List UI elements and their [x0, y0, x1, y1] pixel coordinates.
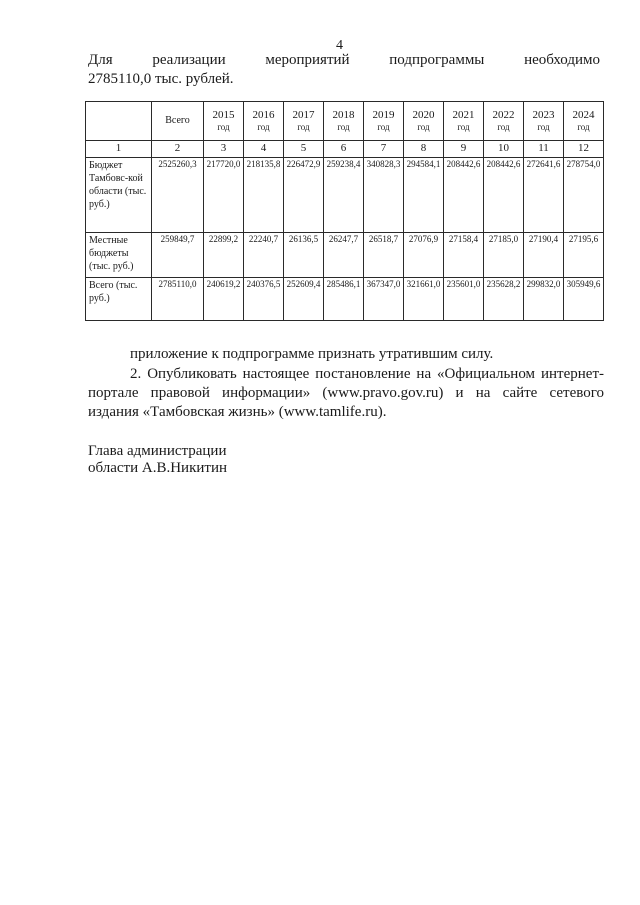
header-total: Всего [152, 102, 204, 141]
signature-name: области А.В.Никитин [88, 460, 228, 476]
table-cell: 305949,6 [564, 278, 604, 321]
header-year-value: 2023 [532, 108, 555, 121]
table-cell: 22899,2 [204, 233, 244, 278]
header-year-suffix: год [497, 122, 510, 133]
column-number: 2 [152, 141, 204, 158]
table-cell: 259238,4 [324, 158, 364, 233]
header-year-value: 2024 [572, 108, 595, 121]
header-year [284, 102, 324, 141]
column-number: 10 [484, 141, 524, 158]
table-cell: 26518,7 [364, 233, 404, 278]
row-label: Бюджет Тамбовс-кой области (тыс. руб.) [86, 158, 152, 233]
header-year-suffix: год [297, 122, 310, 133]
column-number: 1 [86, 141, 152, 158]
table-row [86, 233, 604, 278]
header-year [244, 102, 284, 141]
table-cell: 240619,2 [204, 278, 244, 321]
table-cell: 2525260,3 [152, 158, 204, 233]
table-cell: 299832,0 [524, 278, 564, 321]
header-year [364, 102, 404, 141]
header-year [444, 102, 484, 141]
paragraph-publish-line-3: издания «Тамбовская жизнь» (www.tamlife.ru). [88, 404, 387, 420]
header-year [404, 102, 444, 141]
header-year [484, 102, 524, 141]
header-year-value: 2017 [292, 108, 315, 121]
header-year-suffix: год [337, 122, 350, 133]
table-header-row [86, 102, 604, 141]
table-cell: 340828,3 [364, 158, 404, 233]
table-cell: 240376,5 [244, 278, 284, 321]
header-year-value: 2019 [372, 108, 395, 121]
paragraph-publish-line-1: 2. Опубликовать настоящее постановление на «Официальном интернет- [130, 366, 604, 382]
table-cell: 2785110,0 [152, 278, 204, 321]
budget-table [85, 101, 604, 321]
table-row [86, 278, 604, 321]
column-number: 5 [284, 141, 324, 158]
table-cell: 208442,6 [484, 158, 524, 233]
table-cell: 26247,7 [324, 233, 364, 278]
table-cell: 272641,6 [524, 158, 564, 233]
intro-line-1: Для реализации мероприятий подпрограммы необходимо [88, 52, 600, 68]
header-year [324, 102, 364, 141]
table-cell: 226472,9 [284, 158, 324, 233]
column-number: 8 [404, 141, 444, 158]
column-number: 12 [564, 141, 604, 158]
table-cell: 217720,0 [204, 158, 244, 233]
page-number: 4 [336, 38, 343, 53]
table-cell: 27190,4 [524, 233, 564, 278]
table-cell: 22240,7 [244, 233, 284, 278]
table-cell: 259849,7 [152, 233, 204, 278]
paragraph-publish-line-2: портале правовой информации» (www.pravo.gov.ru) и на сайте сетевого [88, 385, 604, 401]
header-year-suffix: год [377, 122, 390, 133]
header-year [204, 102, 244, 141]
table-cell: 26136,5 [284, 233, 324, 278]
column-number: 9 [444, 141, 484, 158]
paragraph-invalidate: приложение к подпрограмме признать утратившим силу. [130, 346, 494, 362]
header-year [524, 102, 564, 141]
header-year-value: 2022 [492, 108, 515, 121]
header-year-value: 2021 [452, 108, 475, 121]
header-year-suffix: год [217, 122, 230, 133]
table-row [86, 158, 604, 233]
table-cell: 208442,6 [444, 158, 484, 233]
column-number: 4 [244, 141, 284, 158]
table-cell: 218135,8 [244, 158, 284, 233]
column-number-row [86, 141, 604, 158]
header-year [564, 102, 604, 141]
intro-line-2: 2785110,0 тыс. рублей. [88, 71, 234, 87]
signature-title: Глава администрации [88, 443, 227, 459]
header-year-suffix: год [417, 122, 430, 133]
header-year-suffix: год [577, 122, 590, 133]
column-number: 7 [364, 141, 404, 158]
column-number: 3 [204, 141, 244, 158]
table-cell: 27158,4 [444, 233, 484, 278]
signature-block [88, 443, 227, 477]
header-year-suffix: год [457, 122, 470, 133]
table-cell: 235628,2 [484, 278, 524, 321]
header-year-suffix: год [257, 122, 270, 133]
column-number: 6 [324, 141, 364, 158]
header-year-value: 2020 [412, 108, 435, 121]
table-cell: 367347,0 [364, 278, 404, 321]
table-cell: 321661,0 [404, 278, 444, 321]
table-cell: 252609,4 [284, 278, 324, 321]
header-blank-cell [86, 102, 152, 141]
paragraph-publish [88, 365, 604, 422]
header-year-value: 2015 [212, 108, 235, 121]
row-label: Всего (тыс. руб.) [86, 278, 152, 321]
table-cell: 27185,0 [484, 233, 524, 278]
table-cell: 235601,0 [444, 278, 484, 321]
header-year-value: 2016 [252, 108, 275, 121]
row-label: Местные бюджеты (тыс. руб.) [86, 233, 152, 278]
column-number: 11 [524, 141, 564, 158]
table-cell: 285486,1 [324, 278, 364, 321]
table-cell: 278754,0 [564, 158, 604, 233]
table-cell: 27076,9 [404, 233, 444, 278]
table-cell: 294584,1 [404, 158, 444, 233]
header-year-suffix: год [537, 122, 550, 133]
header-year-value: 2018 [332, 108, 355, 121]
table-cell: 27195,6 [564, 233, 604, 278]
